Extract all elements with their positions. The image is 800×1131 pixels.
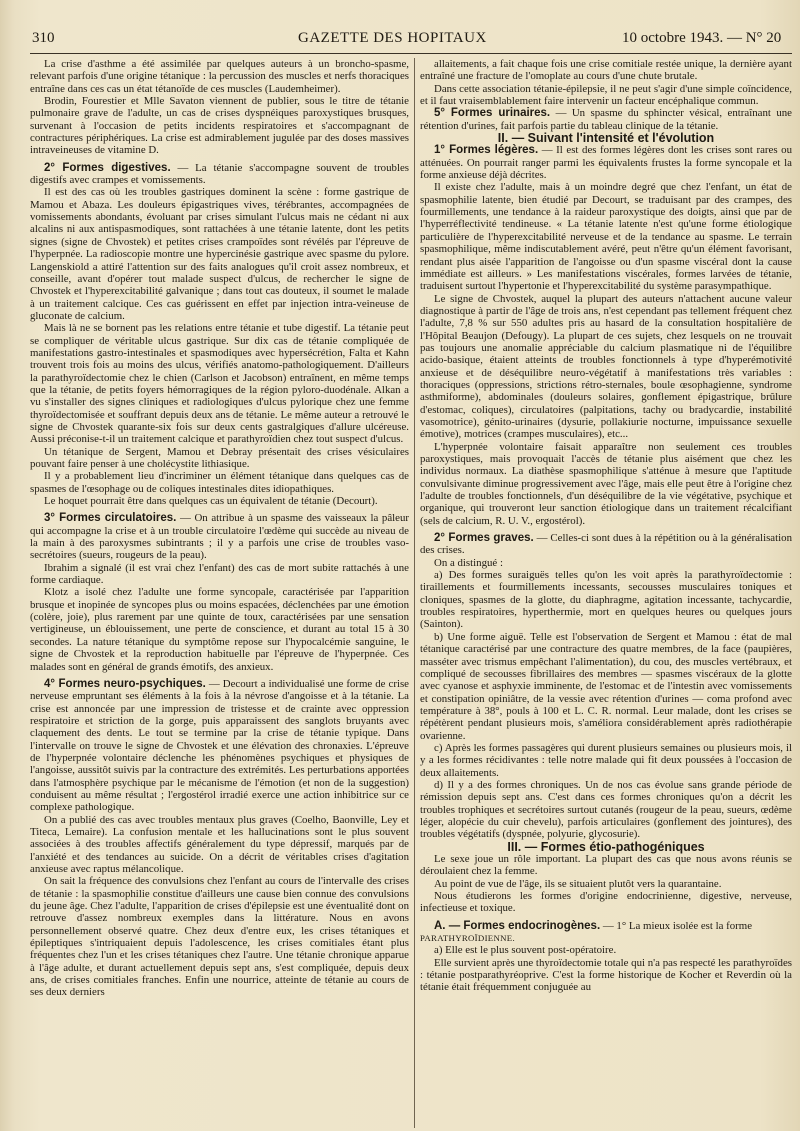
section-paragraph: 2° Formes graves. — Celles-ci sont dues à la répétition ou à la généralisation des crises. xyxy=(420,532,792,557)
page-header xyxy=(30,30,792,52)
issue-date: 10 octobre 1943. — N° 20 xyxy=(622,30,782,46)
section-heading: 3° Formes circulatoires. xyxy=(44,512,177,525)
paragraph: La crise d'asthme a été assimilée par quelques auteurs à un broncho-spasme, relevant parfois d'une origine tétanique : la percussion des muscles et nerfs thoraciques entraîne dans ces cas un état tétanoïde de ces muscles (Laudemheimer). xyxy=(30,58,409,95)
paragraph: Un tétanique de Sergent, Mamou et Debray présentait des crises vésiculaires pouvant faire penser à une cholécystite lithiasique. xyxy=(30,445,409,470)
section-heading: 2° Formes digestives. xyxy=(44,161,171,174)
section-paragraph: 1° Formes légères. — Il est des formes légères dont les crises sont rares ou atténuées. On pourrait ranger parmi les équivalents frustes la forme syncopale et la forme anxieuse déjà décrites. xyxy=(420,144,792,182)
header-rule xyxy=(30,53,792,54)
section-paragraph: 2° Formes digestives. — La tétanie s'accompagne souvent de troubles digestifs avec crampes et vomissements. xyxy=(30,161,409,187)
small-caps-label: PARATHYROÏDIENNE. xyxy=(420,933,515,944)
section-heading: 4° Formes neuro-psychiques. xyxy=(44,677,206,690)
paragraph: Il est des cas où les troubles gastriques dominent la scène : forme gastrique de Mamou et Abaza. Les douleurs épigastriques vives, térébrantes, accompagnées de vomissements abondants, évoluant par crises simulant l'ulcus mais ne cédant ni aux alcalins ni aux antispasmodiques, sont rattachées à une tétanie latente, dont les petits signes (signe de Chvostek) et petites crises crampoïdes sont révélés par l'épreuve de l'hyperpnée. La radioscopie montre une hypercinésie gastrique avec spasme du pylore. Langenskiold a attiré l'attention sur des faits analogues qu'il croit assez nombreux, et conseille, avant d'opérer tout malade suspect d'ulcus, de rechercher le signe de Chvostek et l'hyperexcitabilité galvanique ; dans tout cas douteux, il soumet le malade à un traitement calcique. Ces cas guérissent en effet par injection intra-veineuse de gluconate de calcium. xyxy=(30,186,409,322)
paragraph: a) Elle est le plus souvent post-opératoire. xyxy=(434,944,617,957)
section-paragraph: A. — Formes endocrinogènes. — 1° La mieux isolée est la forme xyxy=(434,919,753,932)
paragraph: Ibrahim a signalé (il est vrai chez l'enfant) des cas de mort subite rattachés à une forme cardiaque. xyxy=(30,561,409,587)
chapter-heading: III. — Formes étio-pathogéniques xyxy=(507,839,705,854)
paragraph: Brodin, Fourestier et Mlle Savaton viennent de publier, sous le titre de tétanie pulmonaire grave de l'adulte, un cas de crises dyspnéiques paroxystiques brusques, survenant à l'occasion de petits incidents respiratoires et s'accompagnant de contractures périphériques. La crise est admirablement jugulée par des doses massives intraveineuses de vitamine D. xyxy=(30,95,409,157)
paragraph: Il existe chez l'adulte, mais à un moindre degré que chez l'enfant, un état de spasmophilie latente, bien étudié par Decourt, se traduisant par des crampes, des fourmillements, une tendance à la raideur paroxystique des doigts, ainsi que par de l'hyperréflectivité tendineuse. « La tétanie latente n'est qu'une forme étiologique particulière de l'hyperexcitabilité nerveuse et de la tendance au spasme. Le terrain spasmophilique, même indiscutablement avéré, peut n'être qu'un élément favorisant, rendant plus aisée l'apparition de l'angoisse ou d'un spasme viscéral dont la cause immédiate est ailleurs. » Les manifestations viscérales, formes larvées de tétanie, traduisent surtout l'hypertonie et l'hyperexcitabilité du système parasympathique. xyxy=(420,181,792,293)
paragraph: Dans cette association tétanie-épilepsie, il ne peut s'agir d'une simple coïncidence, et il faut vraisemblablement faire intervenir un facteur encéphalique commun. xyxy=(420,82,792,108)
paragraph: L'hyperpnée volontaire faisait apparaître non seulement ces troubles paroxystiques, mais provoquait l'accès de tétanie plus aisément que chez les individus normaux. La diathèse spasmophilique s'atténue à mesure que l'aptitude convulsivante diminue progressivement avec l'âge, mais elle peut être à l'origine chez l'adulte de troubles fonctionnels, d'un déséquilibre de la vie végétative, psychique et organique, qui trouveront leur sanction étiologique dans un traitement récalcifiant (sels de calcium, R. U. V., ergostérol). xyxy=(420,440,792,527)
page-number: 310 xyxy=(32,30,55,46)
paragraph: c) Après les formes passagères qui durent plusieurs semaines ou plusieurs mois, il y a les formes récidivantes : telle notre malade qui fit deux poussées à l'occasion de deux allaitements. xyxy=(420,741,792,779)
paragraph: Elle survient après une thyroïdectomie totale qui n'a pas respecté les parathyroïdes : tétanie postparathyréoprive. C'est la forme historique de Kocher et Reverdin où la tétanie était fréquemment conjuguée au xyxy=(420,956,792,994)
paragraph: Au point de vue de l'âge, ils se situaient plutôt vers la quarantaine. xyxy=(434,877,722,890)
paragraph: Klotz a isolé chez l'adulte une forme syncopale, caractérisée par l'apparition brusque et inopinée de syncopes plus ou moins espacées, déclenchées par une émotion (colère, joie), plus rarement par une quinte de toux, caractérisées par une sensation vertigineuse, un éblouissement, une perte de conscience, et durant au total 15 à 30 secondes. La nature tétanique du symptôme repose sur l'hypocalcémie sanguine, le signe de Chvostek et la reproduction habituelle par l'épreuve de l'hyperpnée. Ces malades sont en général de grands émotifs, des anxieux. xyxy=(30,586,409,673)
paragraph: Le signe de Chvostek, auquel la plupart des auteurs n'attachent aucune valeur diagnostique à partir de l'âge de trois ans, n'est cependant pas tellement fréquent chez l'adulte, 7,8 % sur 550 adultes pris au hasard de la consultation hospitalière de l'Hôpital Beaujon (Defougy). La plupart de ces sujets, chez lesquels on ne trouvait pas toujours une anomalie appréciable du calcium plasmatique ni de l'équilibre acido-basique, étaient atteints de troubles fonctionnels à type d'hyperémotivité anxieuse et de déséquilibre neuro-végétatif à manifestations très variables : thoraciques (oppressions, strictions rétro-sternales, boule œsophagienne, syndrome asthmiforme), abdominales (douleurs solaires, gonflement épigastrique, brûlure d'estomac, coliques), circulatoires (palpitations, tachy ou bradycardie, instabilité vasomotrice), génito-urinaires (dysurie, pollakiurie nocturne, impuissance sexuelle émotive), motrices (crampes musculaires), etc... xyxy=(420,292,792,441)
paragraph: On a distingué : xyxy=(434,556,503,569)
paragraph: On sait la fréquence des convulsions chez l'enfant au cours de l'intervalle des crises de tétanie : la spasmophilie constitue d'ailleurs une cause bien connue des convulsions du jeune âge. Chez l'adulte, l'apparition de crises d'épilepsie est une éventualité dont on retrouve d'assez nombreux exemples dans la littérature. Nous en avons personnellement observé quatre. Chez deux d'entre eux, les crises tétaniques et épileptiques s'intriquaient depuis l'adolescence, les crises comitiales étant plus fréquentes chez l'un et les crises tétaniques chez l'autre. Une tétanie chronique apparue à l'âge adulte, et durant actuellement depuis sept ans, s'est compliquée, depuis deux ans, de crises comitiales franches. Enfin une nourrice, atteinte de tétanie au cours de ses deux derniers xyxy=(30,875,409,999)
journal-title: GAZETTE DES HOPITAUX xyxy=(298,30,487,46)
chapter-heading: II. — Suivant l'intensité et l'évolution xyxy=(497,131,715,146)
paragraph: allaitements, a fait chaque fois une crise comitiale restée unique, la dernière ayant entraîné une fracture de l'omoplate au cours d'une chute brutale. xyxy=(420,58,792,83)
section-heading: 2° Formes graves. xyxy=(434,532,534,545)
paragraph: Le sexe joue un rôle important. La plupart des cas que nous avons réunis se déroulaient chez la femme. xyxy=(420,853,792,878)
section-heading: 1° Formes légères. xyxy=(434,144,539,157)
column-divider xyxy=(414,58,415,1128)
paragraph: b) Une forme aiguë. Telle est l'observation de Sergent et Mamou : état de mal tétanique caractérisé par une contracture des quatre membres, de la face (paupières, masséter avec trismus empêchant l'alimentation), du cou, des muscles vertébraux, et compliqué de secousses fibrillaires des membres — spasmes viscéraux de la glotte avec cyanose et asphyxie imminente, de l'estomac et de l'intestin avec vomissements et constipation opiniâtre, de la vessie avec rétention d'urines — coma profond avec température à 38°, pouls à 100 et L. C. R. normal. Leur malade, dont les crises se répétèrent pendant plusieurs mois, s'améliora considérablement après radiothérapie ovarienne. xyxy=(420,630,792,742)
paragraph: Il y a probablement lieu d'incriminer un élément tétanique dans quelques cas de spasmes de l'œsophage ou de coliques intestinales dites idiopathiques. xyxy=(30,470,409,495)
right-column xyxy=(420,58,792,1128)
paragraph: On a publié des cas avec troubles mentaux plus graves (Coelho, Baonville, Ley et Titeca, Lemaire). La confusion mentale et les hallucinations sont le plus souvent associées à des troubles affectifs généralement du type dépressif, marqués par de l'anxiété et des tendances au suicide. On a décrit de véritables crises d'agitation anxieuse avec raptus mélancolique. xyxy=(30,813,409,875)
paragraph: d) Il y a des formes chroniques. Un de nos cas évolue sans grande période de rémission depuis sept ans. C'est dans ces formes chroniques qu'on a décrit les troubles trophiques et secrétoires surtout cutanés (rougeur de la peau, sueurs, œdème léger, alopécie du cuir chevelu), parfois articulaires (gonflement des jointures), des troubles végétatifs (dyspnée, polyurie, glycosurie). xyxy=(420,778,792,841)
paragraph: Nous étudierons les formes d'origine endocrinienne, digestive, nerveuse, infectieuse et toxique. xyxy=(420,890,792,915)
section-heading: 5° Formes urinaires. xyxy=(434,107,551,120)
section-paragraph: 5° Formes urinaires. — Un spasme du sphincter vésical, entraînant une rétention d'urines, fait parfois partie du tableau clinique de la tétanie. xyxy=(420,107,792,132)
paragraph: Mais là ne se bornent pas les relations entre tétanie et tube digestif. La tétanie peut se compliquer de véritable ulcus gastrique. Sur dix cas de tétanie compliquée de manifestations gastro-intestinales et spasmodiques avec hypersécrétion, Falta et Kahn trouvent trois fois au moins des ulcus, vérifiés anatomo-pathologiquement. D'ailleurs la parathyroïdectomie chez le chien (Carlson et Jacobson) entraînent, en même temps que la tétanie, de petits foyers hémorragiques de la région pyloro-duodénale. Alkan a vu s'installer des signes cliniques et radiologiques d'ulcus pylorique chez une femme thyroïdectomisée et souffrant depuis deux ans de tétanie. Le même auteur a retrouvé le signe de Chvostek quarante-six fois sur deux cents gastralgiques d'allure ulcéreuse. Aussi préconise-t-il un traitement calcique et parathyroïdien chez tout suspect d'ulcus. xyxy=(30,322,409,446)
paragraph: Le hoquet pourrait être dans quelques cas un équivalent de tétanie (Decourt). xyxy=(44,495,378,508)
section-paragraph: 4° Formes neuro-psychiques. — Decourt a individualisé une forme de crise nerveuse empruntant ses éléments à la fois à la névrose d'angoisse et à la tétanie. La crise est annoncée par une impression de tristesse et de crainte avec oppression respiratoire et striction de la gorge, puis apparaissent des sanglots bruyants avec claquement des dents. Le tout se termine par la crise de tétanie typique. Dans l'intervalle on trouve le signe de Chvostek et une élévation des chronaxies. L'épreuve de l'hyperpnée volontaire déclenche les phénomènes psychiques et physiques de l'angoisse, aussitôt suivis par la contracture des extrémités. Les perturbations apportées dans l'atmosphère psychique par le mécanisme de l'émotion (et non de la suggestion) conduisent au même résultat ; l'ergostérol irradié exerce une action inhibitrice sur ce complexe pathologique. xyxy=(30,677,409,814)
section-heading: A. — Formes endocrinogènes. xyxy=(434,919,601,932)
paragraph: a) Des formes suraiguës telles qu'on les voit après la parathyroïdectomie : tiraillements et fourmillements incessants, secousses musculaires toniques et cloniques, spasmes de la glotte, du diaphragme, agitation incessante, tachycardie, troubles respiratoires, hyperthermie, mort en quelques heures ou quelques jours (Sainton). xyxy=(420,569,792,631)
section-paragraph: 3° Formes circulatoires. — On attribue à un spasme des vaisseaux la pâleur qui accompagne la crise et à un trouble circulatoire l'œdème qui succède au niveau de la main à des paroxysmes subintrants ; il y a parfois une crise de troubles vaso-secrétoires (sueurs, rougeurs de la peau). xyxy=(30,512,409,562)
left-column xyxy=(30,58,409,1128)
